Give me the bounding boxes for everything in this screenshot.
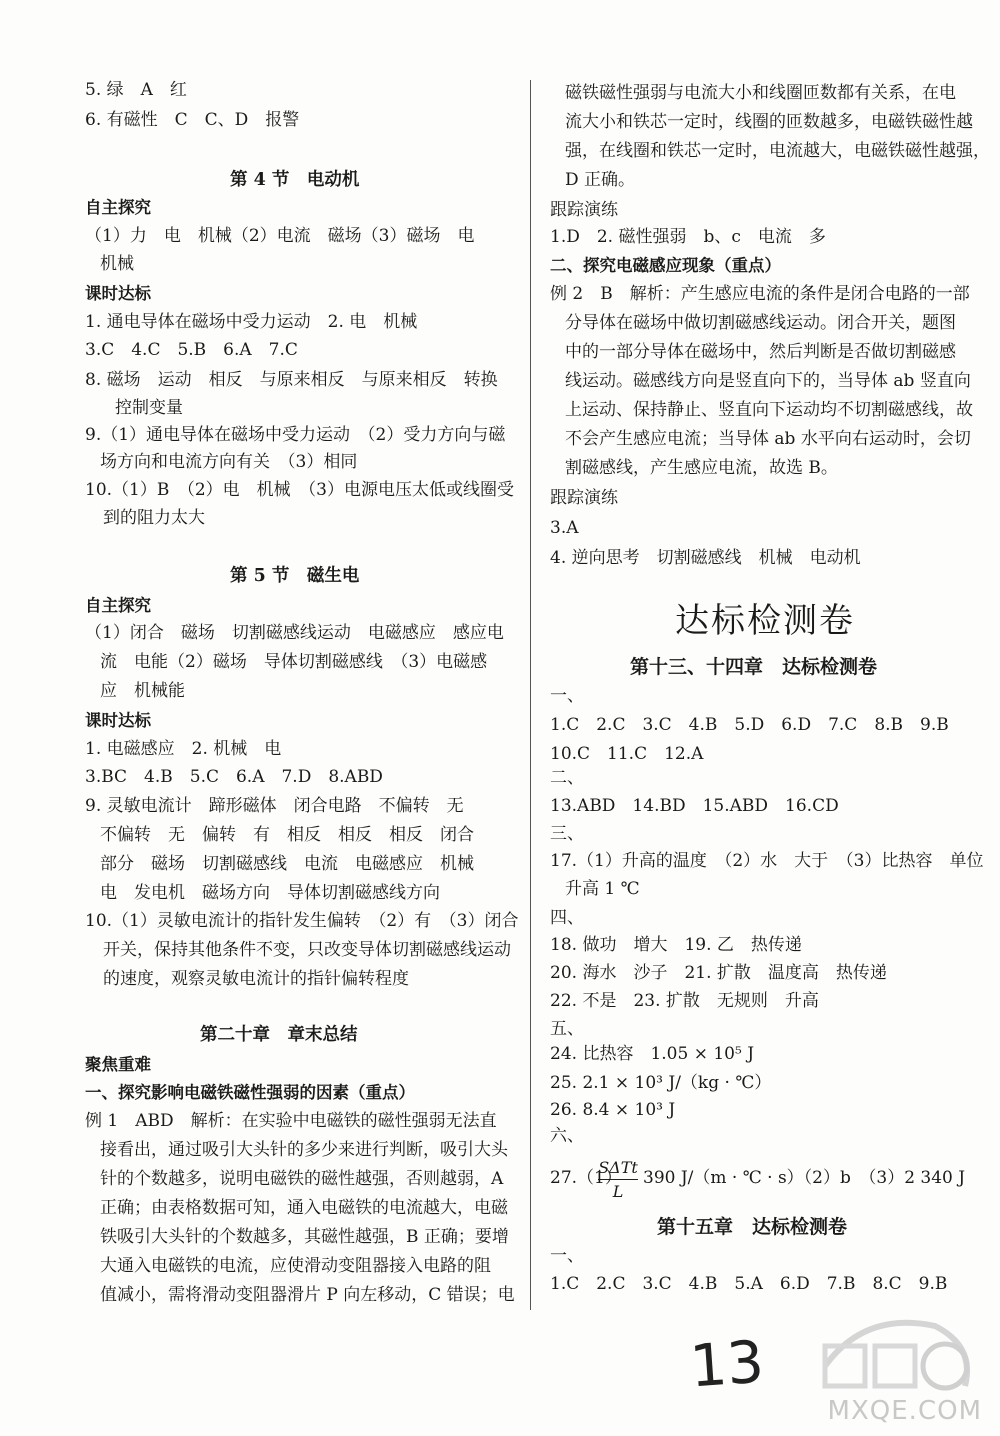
left-text-line: 针的个数越多，说明电磁铁的磁性越强，否则越弱，A xyxy=(100,1169,504,1189)
right-text-line: 达标检测卷 xyxy=(675,601,855,641)
right-text-line: 13.ABD 14.BD 15.ABD 16.CD xyxy=(550,796,839,816)
right-text-line: 10.C 11.C 12.A xyxy=(550,744,704,764)
right-text-line: 24. 比热容 1.05 × 10⁵ J xyxy=(550,1044,755,1064)
right-text-line: 流大小和铁芯一定时，线圈的匝数越多，电磁铁磁性越 xyxy=(565,112,973,132)
right-text-line: 割磁感线，产生感应电流，故选 B。 xyxy=(565,458,838,478)
left-text-line: 部分 磁场 切割磁感线 电流 电磁感应 机械 xyxy=(100,854,474,874)
right-text-line: 跟踪演练 xyxy=(550,200,618,220)
right-text-line: 3.A xyxy=(550,518,579,538)
right-text-line: 18. 做功 增大 19. 乙 热传递 xyxy=(550,935,802,955)
left-text-line: 流 电能（2）磁场 导体切割磁感线 （3）电磁感 xyxy=(100,652,488,672)
right-text-line: 线运动。磁感线方向是竖直向下的，当导体 ab 竖直向 xyxy=(565,371,971,391)
left-text-line: 到的阻力太大 xyxy=(103,508,205,528)
left-text-line: 的速度，观察灵敏电流计的指针偏转程度 xyxy=(103,969,409,989)
left-text-line: （1）闭合 磁场 切割磁感线运动 电磁感应 感应电 xyxy=(85,623,504,643)
right-text-line: 五、 xyxy=(550,1019,584,1039)
right-text-line: 升高 1 ℃ xyxy=(565,879,640,899)
left-text-line: 1. 通电导体在磁场中受力运动 2. 电 机械 xyxy=(85,312,418,332)
left-text-line: 10.（1）灵敏电流计的指针发生偏转 （2）有 （3）闭合 xyxy=(85,911,519,931)
left-text-line: 自主探究 xyxy=(85,198,151,217)
right-text-line: 17.（1）升高的温度 （2）水 大于 （3）比热容 单位 xyxy=(550,851,984,871)
right-text-line: 二、 xyxy=(550,768,584,788)
left-text-line: 5. 绿 A 红 xyxy=(85,80,187,100)
left-text-line: 第二十章 章末总结 xyxy=(200,1025,358,1045)
right-text-line: 26. 8.4 × 10³ J xyxy=(550,1100,676,1120)
right-text-line: 27.（1） xyxy=(550,1168,622,1188)
right-text-line: 25. 2.1 × 10³ J/（kg · ℃） xyxy=(550,1073,772,1093)
left-text-line: 自主探究 xyxy=(85,596,151,615)
left-text-line: 9. 灵敏电流计 蹄形磁体 闭合电路 不偏转 无 xyxy=(85,796,464,816)
left-text-line: 第 4 节 电动机 xyxy=(230,170,360,190)
right-text-line: 六、 xyxy=(550,1126,584,1146)
right-text-line: 分导体在磁场中做切割磁感线运动。闭合开关，题图 xyxy=(565,313,956,333)
right-text-line: 一、 xyxy=(550,1246,584,1266)
right-text-line: 一、 xyxy=(550,686,584,706)
left-text-line: 9.（1）通电导体在磁场中受力运动 （2）受力方向与磁 xyxy=(85,425,506,445)
right-text-line: 1.C 2.C 3.C 4.B 5.A 6.D 7.B 8.C 9.B xyxy=(550,1274,948,1294)
left-text-line: 10.（1）B （2）电 机械 （3）电源电压太低或线圈受 xyxy=(85,480,514,500)
right-text-line: 不会产生感应电流；当导体 ab 水平向右运动时，会切 xyxy=(565,429,971,449)
left-text-line: 课时达标 xyxy=(85,711,151,730)
right-text-line: 第十五章 达标检测卷 xyxy=(657,1216,848,1238)
left-text-line: 第 5 节 磁生电 xyxy=(230,566,360,586)
right-text-line: 强，在线圈和铁芯一定时，电流越大，电磁铁磁性越强， xyxy=(565,141,990,161)
right-text-line: 390 J/（m · ℃ · s）（2）b （3）2 340 J xyxy=(643,1168,966,1188)
left-text-line: 大通入电磁铁的电流，应使滑动变阻器接入电路的阻 xyxy=(100,1256,491,1276)
left-text-line: 正确；由表格数据可知，通入电磁铁的电流越大，电磁 xyxy=(100,1198,508,1218)
left-text-line: 场方向和电流方向有关 （3）相同 xyxy=(100,452,358,472)
left-text-line: （1）力 电 机械（2）电流 磁场（3）磁场 电 xyxy=(85,226,475,246)
left-text-line: 聚焦重难 xyxy=(85,1055,151,1074)
right-text-line: 1.C 2.C 3.C 4.B 5.D 6.D 7.C 8.B 9.B xyxy=(550,715,949,735)
right-text-line: 22. 不是 23. 扩散 无规则 升高 xyxy=(550,991,819,1011)
right-text-line: 例 2 B 解析：产生感应电流的条件是闭合电路的一部 xyxy=(550,284,970,304)
handwritten-page-number: 13 xyxy=(687,1327,767,1401)
right-text-line: 三、 xyxy=(550,824,584,844)
right-text-line: 中的一部分导体在磁场中，然后判断是否做切割磁感 xyxy=(565,342,956,362)
right-text-line: 跟踪演练 xyxy=(550,488,618,508)
right-text-line: 磁铁磁性强弱与电流大小和线圈匝数都有关系，在电 xyxy=(565,83,956,103)
left-text-line: 机械 xyxy=(100,254,134,274)
left-text-line: 开关，保持其他条件不变，只改变导体切割磁感线运动 xyxy=(103,940,511,960)
watermark-text: MXQE.COM xyxy=(827,1396,982,1426)
right-text-line: 20. 海水 沙子 21. 扩散 温度高 热传递 xyxy=(550,963,887,983)
left-text-line: 1. 电磁感应 2. 机械 电 xyxy=(85,739,282,759)
left-text-line: 铁吸引大头针的个数越多，其磁性越强，B 正确；要增 xyxy=(100,1227,509,1247)
left-text-line: 应 机械能 xyxy=(100,681,185,701)
left-text-line: 3.C 4.C 5.B 6.A 7.C xyxy=(85,340,298,360)
left-text-line: 例 1 ABD 解析：在实验中电磁铁的磁性强弱无法直 xyxy=(85,1111,497,1131)
left-text-line: 课时达标 xyxy=(85,284,151,303)
left-text-line: 控制变量 xyxy=(115,398,183,418)
right-text-line: 4. 逆向思考 切割磁感线 机械 电动机 xyxy=(550,548,861,568)
left-text-line: 接看出，通过吸引大头针的多少来进行判断，吸引大头 xyxy=(100,1140,508,1160)
right-text-line: 二、探究电磁感应现象（重点） xyxy=(550,256,781,275)
column-divider xyxy=(530,80,531,1310)
left-text-line: 6. 有磁性 C C、D 报警 xyxy=(85,110,300,130)
right-text-line: 第十三、十四章 达标检测卷 xyxy=(630,656,878,678)
right-text-line: 四、 xyxy=(550,908,584,928)
right-text-line: D 正确。 xyxy=(565,170,636,190)
right-text-line: 1.D 2. 磁性强弱 b、c 电流 多 xyxy=(550,227,826,247)
left-text-line: 8. 磁场 运动 相反 与原来相反 与原来相反 转换 xyxy=(85,370,498,390)
right-text-line: 上运动、保持静止、竖直向下运动均不切割磁感线，故 xyxy=(565,400,973,420)
left-text-line: 3.BC 4.B 5.C 6.A 7.D 8.ABD xyxy=(85,767,383,787)
left-text-line: 一、探究影响电磁铁磁性强弱的因素（重点） xyxy=(85,1083,415,1102)
left-text-line: 不偏转 无 偏转 有 相反 相反 相反 闭合 xyxy=(100,825,474,845)
fraction-numerator: SΔTt xyxy=(598,1158,638,1180)
left-text-line: 值减小，需将滑动变阻器滑片 P 向左移动，C 错误；电 xyxy=(100,1285,515,1305)
fraction-denominator: L xyxy=(612,1182,624,1201)
left-text-line: 电 发电机 磁场方向 导体切割磁感线方向 xyxy=(100,883,440,903)
